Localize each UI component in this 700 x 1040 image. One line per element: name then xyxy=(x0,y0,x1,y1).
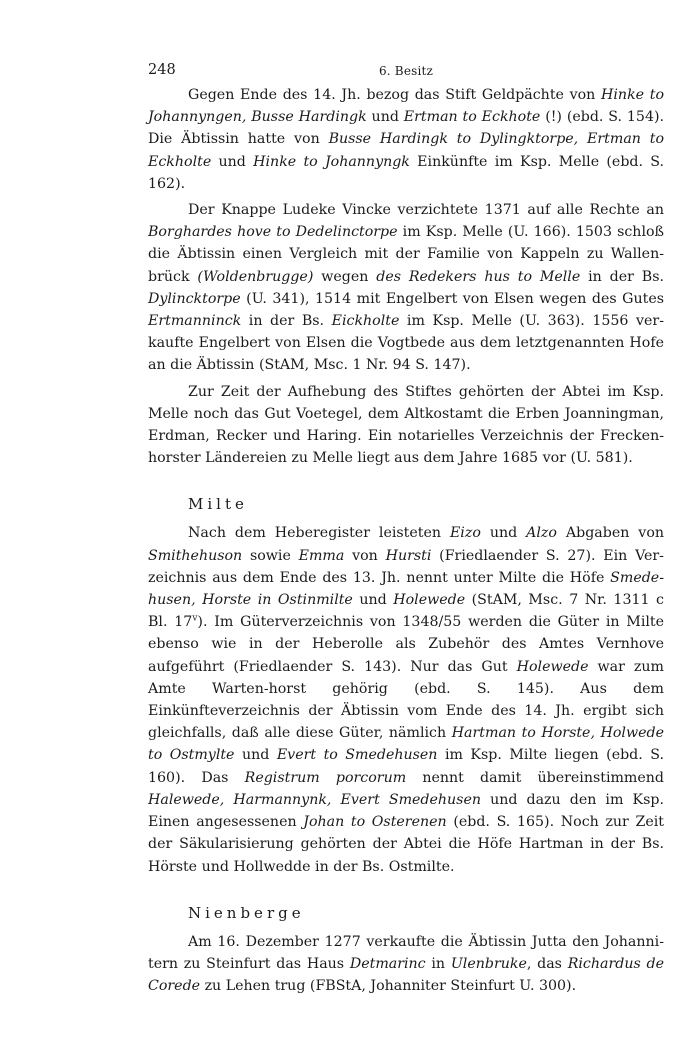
page-number: 248 xyxy=(148,62,176,78)
paragraph: Am 16. Dezember 1277 verkaufte die Äbtissin Jutta den Johanni-tern zu Steinfurt das Haus Detmarinc in Ulenbruke, das Richardus de Corede zu Lehen trug (FBStA, Johanniter Steinfurt U. 300). xyxy=(148,933,664,995)
section-nienberge xyxy=(148,903,664,998)
section-milte xyxy=(148,494,664,877)
paragraph: Der Knappe Ludeke Vincke verzichtete 1371 auf alle Rechte an Borghardes hove to Dedelinctorpe im Ksp. Melle (U. 166). 1503 schloß die Äbtissin einen Vergleich mit der Familie von Kappeln zu Wallen-brück (Woldenbrugge) wegen des Redekers hus to Melle in der Bs. Dylincktorpe (U. 341), 1514 mit Engelbert von Elsen wegen des Gutes Ertmanninck in der Bs. Eickholte im Ksp. Melle (U. 363). 1556 ver-kaufte Engelbert von Elsen die Vogtbede aus dem letztgenannten Hofe an die Äbtissin (StAM, Msc. 1 Nr. 94 S. 147). xyxy=(148,202,664,374)
paragraph: Gegen Ende des 14. Jh. bezog das Stift Geldpächte von Hinke to Johannyngen, Busse Hardingk und Ertman to Eckhote (!) (ebd. S. 154). Die Äbtissin hatte von Busse Hardingk to Dylingktorpe, Ertman to Eckholte und Hinke to Johannyngk Einkünfte im Ksp. Melle (ebd. S. 162). xyxy=(148,87,665,192)
section-heading: Milte xyxy=(188,495,248,514)
document-page xyxy=(148,58,664,997)
running-head xyxy=(148,58,664,84)
paragraph: Nach dem Heberegister leisteten Eizo und Alzo Abgaben von Smithehuson sowie Emma von Hursti (Friedlaender S. 27). Ein Ver-zeichnis aus dem Ende des 13. Jh. nennt unter Milte die Höfe Smede-husen, Horste in Ostinmilte und Holewede (StAM, Msc. 7 Nr. 1311 c Bl. 17$^v$). Im Güterverzeichnis von 1348/55 werden die Güter in Milte ebenso wie in der Heberolle als Zubehör des Amtes Vernhove aufgeführt (Friedlaender S. 143). Nur das Gut Holewede war zum Amte Warten-horst gehörig (ebd. S. 145). Aus dem Einkünfteverzeichnis der Äbtissin vom Ende des 14. Jh. ergibt sich gleichfalls, daß alle diese Güter, nämlich Hartman to Horste, Holwede to Ostmylte und Evert to Smedehusen im Ksp. Milte liegen (ebd. S. 160). Das Registrum porcorum nennt damit übereinstimmend Halewede, Harmannynk, Evert Smedehusen und dazu den im Ksp. Einen angesessenen Johan to Osterenen (ebd. S. 165). Noch zur Zeit der Säkularisierung gehörten der Abtei die Höfe Hartman in der Bs. Hörste und Hollwedde in der Bs. Ostmilte. xyxy=(148,525,664,875)
paragraph: Zur Zeit der Aufhebung des Stiftes gehörten der Abtei im Ksp. Melle noch das Gut Voetegel, dem Altkostamt die Erben Joanningman, Erdman, Recker und Haring. Ein notarielles Verzeichnis der Frecken-horster Ländereien zu Melle liegt aus dem Jahre 1685 vor (U. 581). xyxy=(148,383,664,467)
running-title: 6. Besitz xyxy=(378,64,434,78)
section-melle xyxy=(148,84,664,469)
section-heading: Nienberge xyxy=(188,903,305,922)
